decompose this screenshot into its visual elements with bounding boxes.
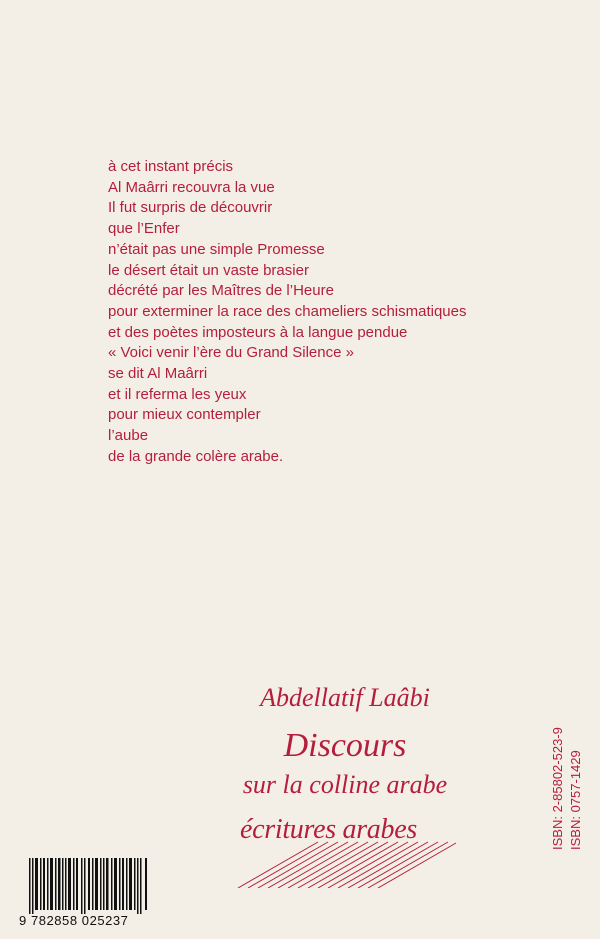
barcode-number: 9 782858 025237 bbox=[19, 913, 129, 928]
barcode bbox=[19, 858, 157, 930]
poem-line: pour mieux contempler bbox=[108, 406, 261, 424]
poem-line: et il referma les yeux bbox=[108, 385, 247, 403]
poem-text bbox=[108, 157, 578, 468]
book-title: Discours bbox=[283, 727, 407, 764]
isbn-series: ISBN: 0757-1429 bbox=[568, 750, 583, 850]
poem-line: de la grande colère arabe. bbox=[108, 447, 284, 465]
barcode-bars bbox=[19, 858, 157, 914]
poem-line: et des poètes imposteurs à la langue pendue bbox=[108, 323, 408, 341]
poem-line: l’aube bbox=[108, 427, 149, 445]
isbn-block bbox=[544, 712, 588, 850]
series-name: écritures arabes bbox=[240, 814, 417, 845]
poem-line: se dit Al Maârri bbox=[108, 365, 208, 383]
poem-line: Al Maârri recouvra la vue bbox=[108, 178, 275, 196]
poem-line: décrété par les Maîtres de l’Heure bbox=[108, 282, 334, 300]
poem-line: n’était pas une simple Promesse bbox=[108, 240, 325, 258]
isbn-book: ISBN: 2-85802-523-9 bbox=[550, 727, 565, 850]
poem-line: « Voici venir l’ère du Grand Silence » bbox=[108, 344, 354, 362]
author-name: Abdellatif Laâbi bbox=[260, 683, 430, 712]
book-subtitle: sur la colline arabe bbox=[242, 770, 448, 799]
poem-line: que l’Enfer bbox=[108, 220, 180, 238]
poem-line: le désert était un vaste brasier bbox=[108, 261, 309, 279]
poem-line: Il fut surpris de découvrir bbox=[108, 199, 273, 217]
poem-line: pour exterminer la race des chameliers schismatiques bbox=[108, 302, 467, 320]
series-logo bbox=[228, 808, 458, 888]
poem-line: à cet instant précis bbox=[108, 158, 234, 175]
